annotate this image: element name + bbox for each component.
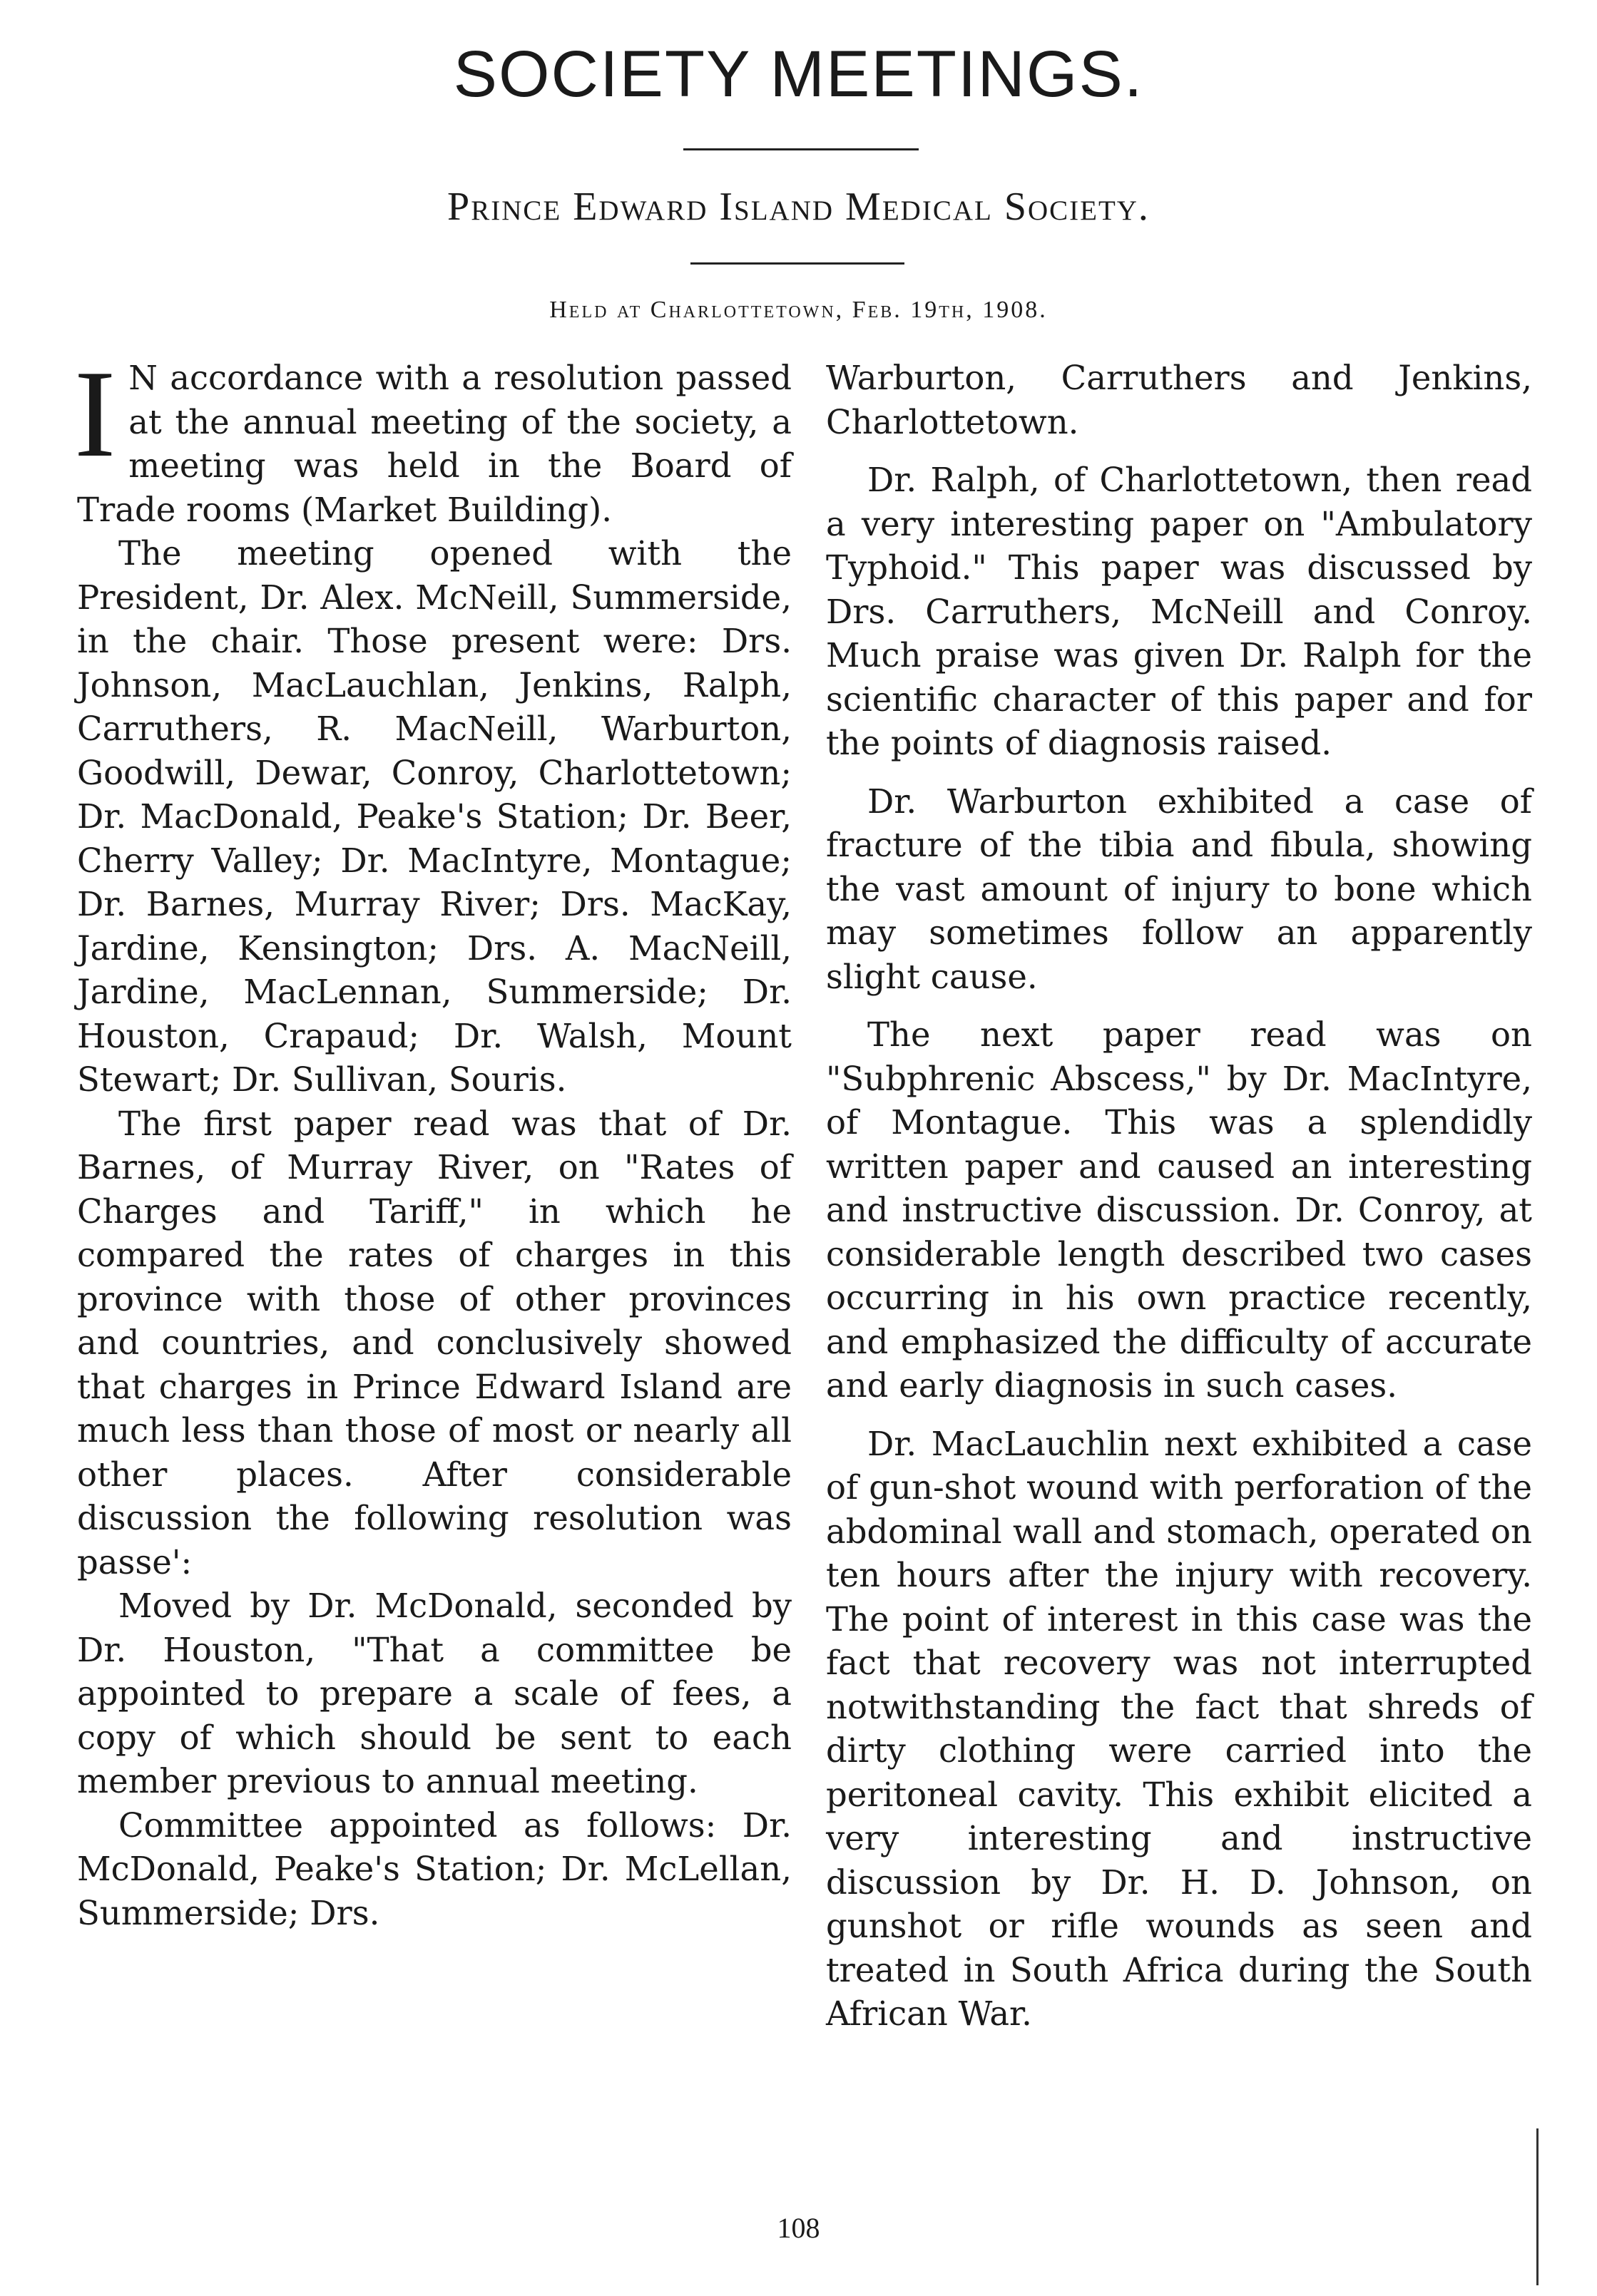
- paragraph: Warburton, Carruthers and Jenkins, Charlottetown.: [826, 359, 1532, 441]
- paragraph: Dr. Ralph, of Charlottetown, then read a very interesting paper on "Ambulatory Typhoid." This paper was discussed by Drs. Carruthers, McNeill and Conroy. Much praise was given Dr. Ralph for the scientific character of this paper and for the points of diagnosis raised.: [826, 461, 1532, 762]
- meeting-dateline: Held at Charlottetown, Feb. 19th, 1908.: [549, 297, 1048, 323]
- society-name: Prince Edward Island Medical Society.: [447, 185, 1150, 229]
- drop-cap: I: [74, 344, 116, 483]
- paragraph: The meeting opened with the President, Dr. Alex. McNeill, Summerside, in the chair. Those present were: Drs. Johnson, MacLauchlan, Jenkins, Ralph, Carruthers, R. MacNeill, Warburton, Goodwill, Dewar, Conroy, Charlottetown; Dr. MacDonald, Peake's Station; Dr. Beer, Cherry Valley; Dr. MacIntyre, Montague; Dr. Barnes, Murray River; Drs. MacKay, Jardine, Kensington; Drs. A. MacNeill, Jardine, MacLennan, Summerside; Dr. Houston, Crapaud; Dr. Walsh, Mount Stewart; Dr. Sullivan, Souris.: [77, 534, 792, 1099]
- title-divider: [683, 148, 919, 150]
- right-column: [826, 357, 1532, 2051]
- subtitle-divider: [690, 262, 904, 265]
- page-title: SOCIETY MEETINGS.: [453, 38, 1144, 111]
- paragraph: Dr. Warburton exhibited a case of fracture of the tibia and fibula, showing the vast amount of injury to bone which may sometimes follow an apparently slight cause.: [826, 781, 1532, 996]
- margin-line: [1536, 2128, 1539, 2285]
- paragraph: Committee appointed as follows: Dr. McDonald, Peake's Station; Dr. McLellan, Summerside; Drs.: [77, 1805, 792, 1932]
- paragraph: The first paper read was that of Dr. Barnes, of Murray River, on "Rates of Charges and Tariff," in which he compared the rates of charges in this province with those of other provinces and countries, and conclusively showed that charges in Prince Edward Island are much less than those of most or nearly all other places. After considerable discussion the following resolution was passe':: [77, 1104, 792, 1582]
- left-column: [74, 344, 792, 1935]
- paragraph: The next paper read was on "Subphrenic Abscess," by Dr. MacIntyre, of Montague. This was a splendidly written paper and caused an interesting and instructive discussion. Dr. Conroy, at considerable length described two cases occurring in his own practice recently, and emphasized the difficulty of accurate and early diagnosis in such cases.: [826, 1015, 1532, 1405]
- paragraph-text: N accordance with a resolution passed at the annual meeting of the society, a meeting was held in the Board of Trade rooms (Market Building).: [77, 359, 792, 529]
- paragraph: [74, 344, 792, 532]
- paragraph: Moved by Dr. McDonald, seconded by Dr. Houston, "That a committee be appointed to prepare a scale of fees, a copy of which should be sent to each member previous to annual meeting.: [77, 1587, 792, 1800]
- page-number: 108: [777, 2212, 820, 2244]
- paragraph: Dr. MacLauchlin next exhibited a case of gun-shot wound with perforation of the abdominal wall and stomach, operated on ten hours after the injury with recovery. The point of interest in this case was the fact that recovery was not interrupted notwithstanding the fact that shreds of dirty clothing were carried into the peritoneal cavity. This exhibit elicited a very interesting and instructive discussion by Dr. H. D. Johnson, on gunshot or rifle wounds as seen and treated in South Africa during the South African War.: [826, 1424, 1532, 2033]
